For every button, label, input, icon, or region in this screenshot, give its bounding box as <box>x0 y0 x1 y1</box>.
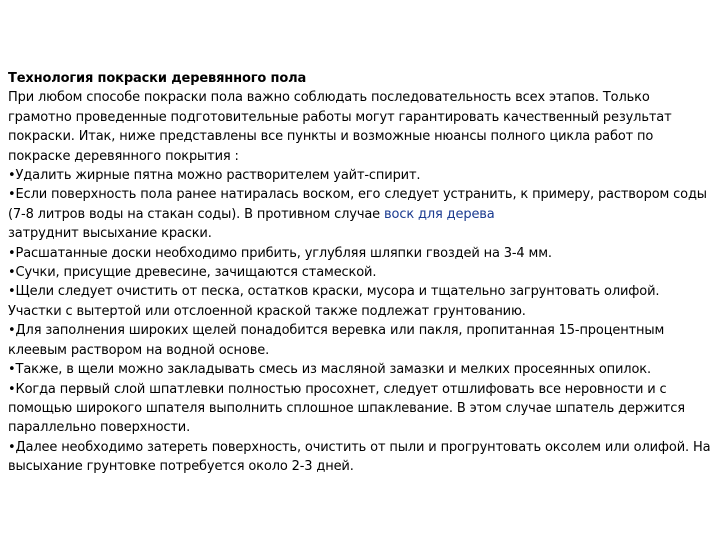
list-item <box>8 166 714 185</box>
bullet-icon: • <box>8 265 16 281</box>
list-item <box>8 185 714 243</box>
list-item-text: Также, в щели можно закладывать смесь из масляной замазки и мелких просеянных опилок. <box>15 362 651 378</box>
bullet-icon: • <box>8 439 16 455</box>
steps-list <box>8 166 714 477</box>
bullet-icon: • <box>8 168 16 184</box>
list-item <box>8 321 714 360</box>
list-item-text-after: затруднит высыхание краски. <box>8 226 212 242</box>
document-body <box>8 69 714 477</box>
list-item-text: Удалить жирные пятна можно растворителем уайт-спирит. <box>15 168 421 184</box>
list-item-text: Когда первый слой шпатлевки полностью просохнет, следует отшлифовать все неровности и с помощью широкого шпателя выполнить сплошное шпаклевание. В этом случае шпатель держится параллельно поверхности. <box>8 381 685 436</box>
list-item <box>8 360 714 379</box>
bullet-icon: • <box>8 362 16 378</box>
list-item-text: Расшатанные доски необходимо прибить, углубляя шляпки гвоздей на 3-4 мм. <box>15 245 552 261</box>
document-title: Технология покраски деревянного пола <box>8 71 307 86</box>
list-item-text: Сучки, присущие древесине, зачищаются стамеской. <box>15 265 377 281</box>
bullet-icon: • <box>8 187 16 203</box>
list-item-text: Далее необходимо затереть поверхность, очистить от пыли и прогрунтовать оксолем или олифой. На высыхание грунтовке потребуется около 2-3 дней. <box>8 439 711 475</box>
bullet-icon: • <box>8 284 16 300</box>
list-item <box>8 244 714 263</box>
bullet-icon: • <box>8 323 16 339</box>
intro-paragraph: При любом способе покраски пола важно соблюдать последовательность всех этапов. Только грамотно проведенные подготовительные работы могут гарантировать качественный результат покраски. Итак, ниже представлены все пункты и возможные нюансы полного цикла работ по покраске деревянного покрытия : <box>8 90 672 164</box>
list-item-text: Щели следует очистить от песка, остатков краски, мусора и тщательно загрунтовать олифой. Участки с вытертой или отслоенной краской также подлежат грунтованию. <box>8 284 660 319</box>
list-item <box>8 438 714 477</box>
list-item <box>8 263 714 282</box>
list-item <box>8 282 714 321</box>
list-item-text: Если поверхность пола ранее натиралась воском, его следует устранить, к примеру, раствором соды (7-8 литров воды на стакан соды). В противном случае <box>8 187 707 222</box>
list-item <box>8 380 714 438</box>
bullet-icon: • <box>8 245 16 261</box>
bullet-icon: • <box>8 381 16 397</box>
wood-wax-link[interactable]: воск для дерева <box>384 206 495 222</box>
list-item-text: Для заполнения широких щелей понадобится веревка или пакля, пропитанная 15-процентным клеевым раствором на водной основе. <box>8 323 665 358</box>
